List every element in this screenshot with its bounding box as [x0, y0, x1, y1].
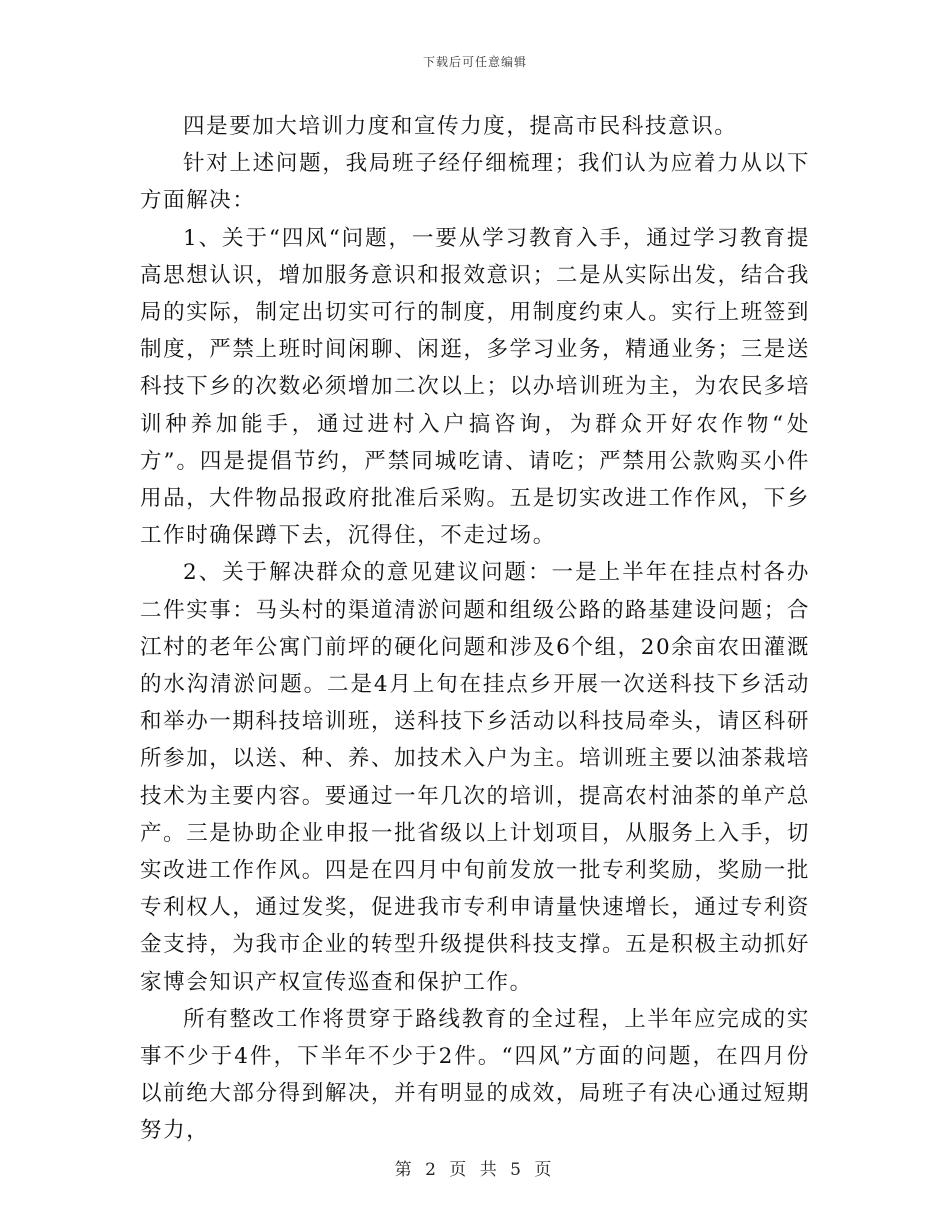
page-number: 第 2 页 共 5 页 — [394, 1160, 556, 1180]
paragraph-2: 针对上述问题，我局班子经仔细梳理；我们认为应着力从以下方面解决： — [140, 151, 810, 214]
paragraph-5: 所有整改工作将贯穿于路线教育的全过程，上半年应完成的实事不少于4件，下半年不少于2件。“四风”方面的问题，在四月份以前绝大部分得到解决，并有明显的成效，局班子有决心通过短期努力， — [140, 1006, 810, 1144]
paragraph-1: 四是要加大培训力度和宣传力度，提高市民科技意识。 — [183, 114, 738, 139]
document-body — [140, 108, 810, 1150]
paragraph-4: 2、关于解决群众的意见建议问题：一是上半年在挂点村各办二件实事：马头村的渠道清淤问题和组级公路的路基建设问题；合江村的老年公寓门前坪的硬化问题和涉及6个组，20余亩农田灌溉的水沟清淤问题。二是4月上旬在挂点乡开展一次送科技下乡活动和举办一期科技培训班，送科技下乡活动以科技局牵头，请区科研所参加，以送、种、养、加技术入户为主。培训班主要以油茶栽培技术为主要内容。要通过一年几次的培训，提高农村油茶的单产总产。三是协助企业申报一批省级以上计划项目，从服务上入手，切实改进工作作风。四是在四月中旬前发放一批专利奖励，奖励一批专利权人，通过发奖，促进我市专利申请量快速增长，通过专利资金支持，为我市企业的转型升级提供科技支撑。五是积极主动抓好家博会知识产权宣传巡查和保护工作。 — [140, 560, 810, 995]
page-header: 下载后可任意编辑 — [422, 55, 527, 69]
paragraph-3: 1、关于“四风“问题，一要从学习教育入手，通过学习教育提高思想认识，增加服务意识和报效意识；二是从实际出发，结合我局的实际，制定出切实可行的制度，用制度约束人。实行上班签到制度，严禁上班时间闲聊、闲逛，多学习业务，精通业务；三是送科技下乡的次数必须增加二次以上；以办培训班为主，为农民多培训种养加能手，通过进村入户搞咨询，为群众开好农作物“处方”。四是提倡节约，严禁同城吃请、请吃；严禁用公款购买小件用品，大件物品报政府批准后采购。五是切实改进工作作风，下乡工作时确保蹲下去，沉得住，不走过场。 — [140, 225, 810, 549]
